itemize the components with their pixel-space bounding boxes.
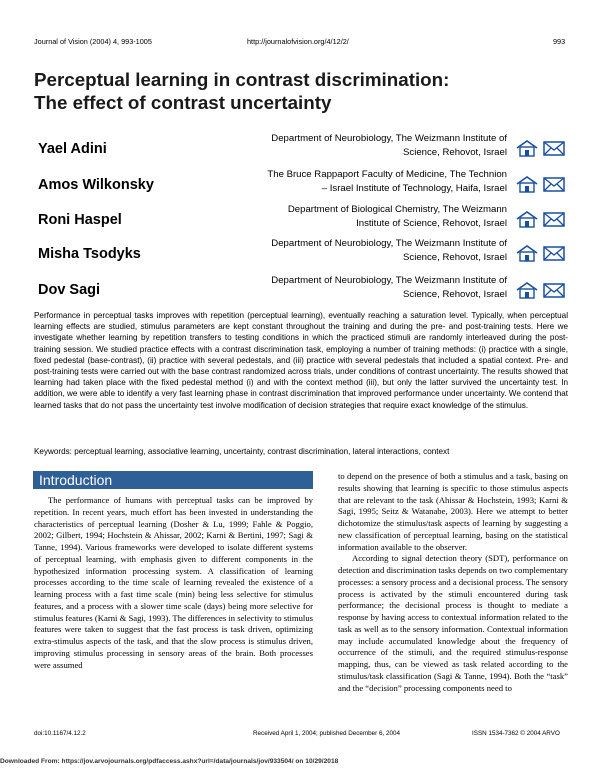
author-name: Yael Adini [38,141,107,157]
affiliation-line: Department of Neurobiology, The Weizmann Institute of [271,133,507,144]
home-icon[interactable] [516,140,538,157]
affiliation-line: Department of Neurobiology, The Weizmann Institute of [271,238,507,249]
affiliation-line: Department of Biological Chemistry, The Weizmann [287,204,507,215]
author-affiliation [220,168,507,196]
download-notice: Downloaded From: https://jov.arvojournals.org/pdfaccess.ashx?url=/data/journals/jov/933504/ on 10/29/2018 [0,758,339,765]
section-heading-introduction: Introduction [33,471,313,489]
author-links [516,211,568,231]
home-icon[interactable] [516,176,538,193]
author-affiliation [220,274,507,302]
affiliation-line: Science, Rehovot, Israel [403,289,507,300]
affiliation-line: Science, Rehovot, Israel [403,147,507,158]
author-affiliation [220,237,507,265]
paragraph: According to signal detection theory (SDT), performance on detection and discrimination tasks depends on two complementary processes: a sensory process and a decisional process. The sensory process is activated by the stimuli encountered during task performance; the decisional process is thought to mediate a response by having access to contextual information related to the task as well as to the sensory information. Contextual information may include accumulated knowledge about the frequency of occurrence of the stimuli, and the required stimulus-response mapping, thus, can be viewed as task related according to the stimulus/task classification (Sagi & Tanne, 1994). Both the “task” and the “decision” processing components need to [338,553,568,693]
doi: doi:10.1167/4.12.2 [34,730,86,737]
author-links [516,282,568,302]
affiliation-line: The Bruce Rappaport Faculty of Medicine, The Technion [267,169,507,180]
abstract: Performance in perceptual tasks improves with repetition (perceptual learning), eventually reaching a saturation level. Typically, when perceptual learning effects are studied, stimulus parameters are kept constant throughout the training and during the pre- and post-training tests. Here we investigate whether learning by repetition transfers to testing conditions in which the practiced stimuli are randomly interleaved during the post-training session. We studied practice effects with a contrast discrimination task, employing a number of training methods: (i) practice with a single, fixed pedestal (base-contrast), (ii) practice with several pedestals, and (iii) practice with several pedestals that included a spatial context. Pre- and post-training tests were carried out with the base contrast randomized across trials, under conditions of contrast uncertainty. The results showed that learning had taken place with the fixed pedestal method (i) and with the context method (iii), but only the latter survived the uncertainty test. In addition, we were able to identify a very fast learning phase in contrast discrimination that improved performance under uncertainty. We contend that learned tasks that do not pass the uncertainty test involve modification of decision strategies that require exact knowledge of the stimulus. [34,311,568,410]
affiliation-line: Science, Rehovot, Israel [403,252,507,263]
article-title [34,68,564,114]
body-column-left [34,495,313,671]
author-links [516,245,568,265]
author-name: Roni Haspel [38,212,122,228]
body-column-right [338,471,568,694]
page-number: 993 [553,37,566,46]
author-name: Dov Sagi [38,282,101,298]
author-affiliation [220,132,507,160]
author-name: Misha Tsodyks [38,246,141,262]
email-icon[interactable] [543,211,565,228]
email-icon[interactable] [543,176,565,193]
home-icon[interactable] [516,211,538,228]
author-links [516,140,568,160]
paragraph: to depend on the presence of both a stimulus and a task, basing on results showing that learning is specific to those stimulus aspects that are relevant to the task (Ahissar & Hochstein, 1993; Karni & Sagi, 1995; Seitz & Watanabe, 2003). Here we attempt to better dichotomize the stimulus/task aspects of learning by suggesting a new classification of perceptual learning, basing on the statistical information available to the observer. [338,471,568,552]
affiliation-line: – Israel Institute of Technology, Haifa, Israel [321,183,507,194]
keywords: Keywords: perceptual learning, associative learning, uncertainty, contrast discrimination, lateral interactions, context [34,447,450,456]
author-name: Amos Wilkonsky [38,177,154,193]
author-affiliation [220,203,507,231]
title-line-2: The effect of contrast uncertainty [34,92,332,113]
affiliation-line: Institute of Science, Rehovot, Israel [356,218,507,229]
email-icon[interactable] [543,140,565,157]
article-url[interactable]: http://journalofvision.org/4/12/2/ [247,37,349,46]
issn: ISSN 1534-7362 © 2004 ARVO [472,730,560,737]
author-links [516,176,568,196]
home-icon[interactable] [516,245,538,262]
journal-citation: Journal of Vision (2004) 4, 993-1005 [34,37,152,46]
paragraph: The performance of humans with perceptual tasks can be improved by repetition. In recent years, much effort has been invested in understanding the characteristics of perceptual learning (Dosher & Lu, 1999; Fahle & Poggio, 2002; Gilbert, 1994; Hochstein & Ahissar, 2002; Karni & Bertini, 1997; Sagi & Tanne, 1994). Various frameworks were developed to isolate different systems of perceptual learning, with emphasis given to different components in the hypothesized information processing system. A classification of learning processes according to the time scale of learning revealed the existence of a learning process with a fast time scale (min) being less selective for stimulus features, and a process with a slower time scale (days) being more selective for stimulus features (Karni & Sagi, 1993). The differences in selectivity to stimulus features were taken to suggest that the fast process is task driven, optimizing extra-stimulus aspects of the task, and that the slow process is stimulus driven, improving stimulus processing in sensory areas of the brain. Both processes were assumed [34,495,313,670]
email-icon[interactable] [543,282,565,299]
received-date: Received April 1, 2004; published December 6, 2004 [253,730,401,737]
email-icon[interactable] [543,245,565,262]
home-icon[interactable] [516,282,538,299]
title-line-1: Perceptual learning in contrast discrimination: [34,69,450,90]
affiliation-line: Department of Neurobiology, The Weizmann Institute of [271,275,507,286]
